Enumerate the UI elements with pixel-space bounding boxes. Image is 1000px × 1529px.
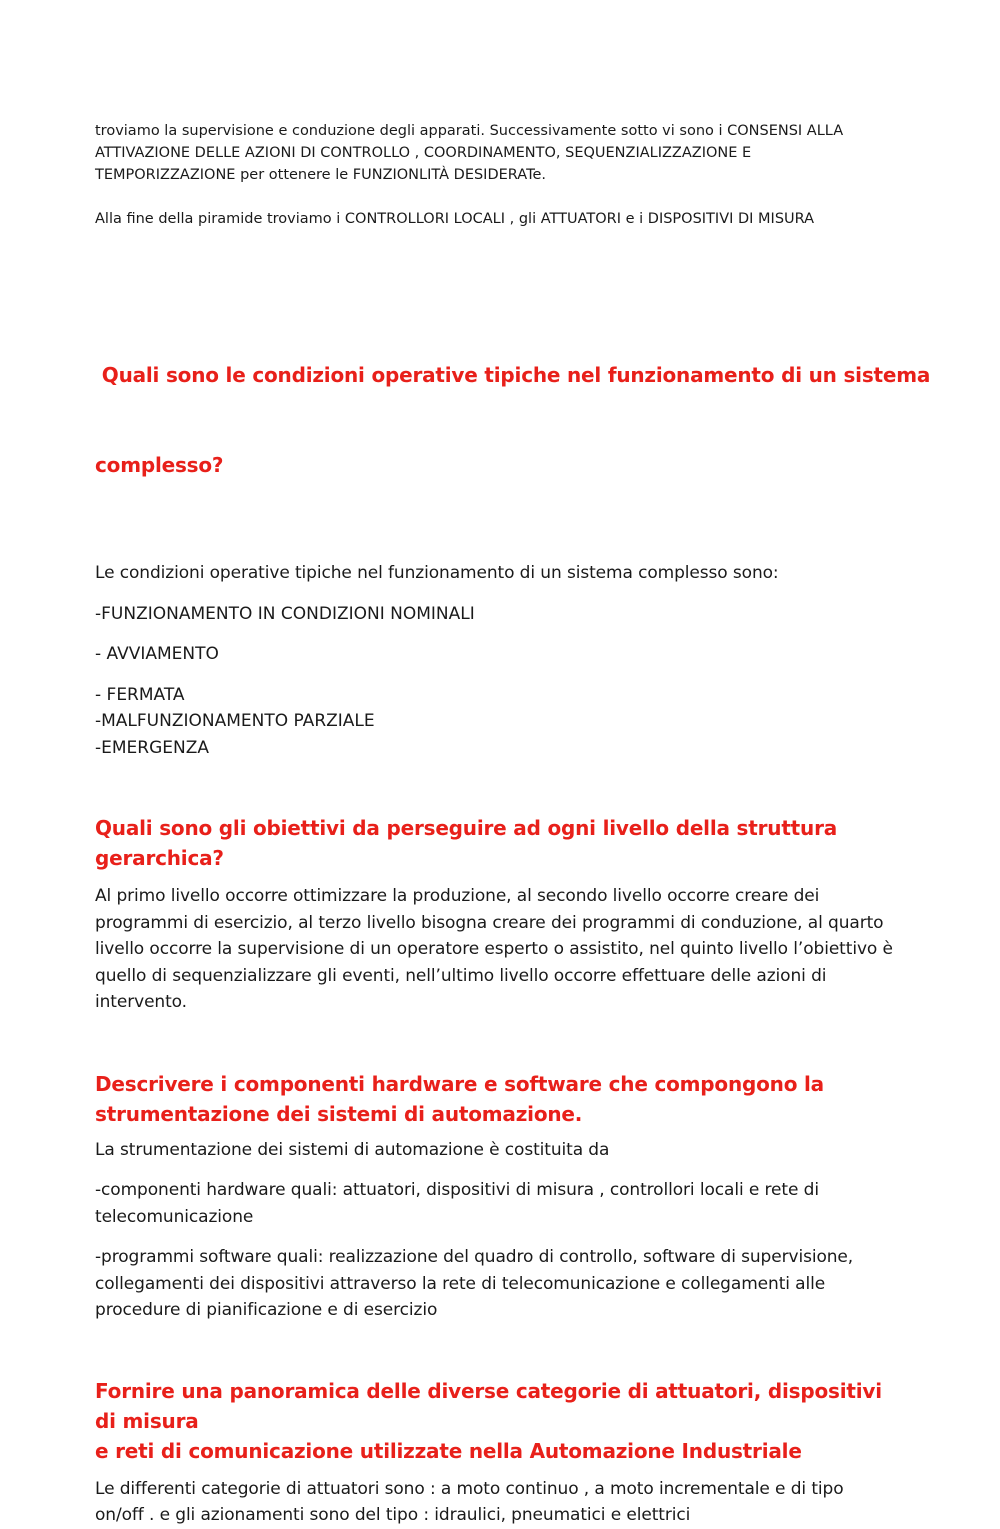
- hardware-line: telecomunicazione: [95, 1206, 254, 1227]
- intro-line: ATTIVAZIONE DELLE AZIONI DI CONTROLLO , COORDINAMENTO, SEQUENZIALIZZAZIONE E: [95, 145, 752, 161]
- body-line: on/off . e gli azionamenti sono del tipo : idraulici, pneumatici e elettrici: [95, 1505, 691, 1525]
- body-line: livello occorre la supervisione di un operatore esperto o assistito, nel quinto livello l’obiettivo è: [95, 939, 893, 959]
- heading-line: Quali sono gli obiettivi da perseguire ad ogni livello della struttura gerarchica?: [95, 816, 838, 870]
- heading-line: e reti di comunicazione utilizzate nella Automazione Industriale: [95, 1438, 802, 1463]
- heading-line: Descrivere i componenti hardware e software che compongono la: [95, 1071, 824, 1096]
- intro-line: TEMPORIZZAZIONE per ottenere le FUNZIONLITÀ DESIDERATe.: [95, 167, 546, 183]
- body-line: quello di sequenzializzare gli eventi, nell’ultimo livello occorre effettuare delle azioni di: [95, 965, 827, 986]
- body-line: intervento.: [95, 992, 187, 1012]
- list-item: - AVVIAMENTO: [95, 644, 219, 664]
- software-line: procedure di pianificazione e di esercizio: [95, 1300, 438, 1320]
- section-intro: Le condizioni operative tipiche nel funzionamento di un sistema complesso sono:: [95, 563, 779, 583]
- section-intro: La strumentazione dei sistemi di automazione è costituita da: [95, 1139, 610, 1160]
- section-heading: [95, 300, 931, 540]
- pyramid-end-text: Alla fine della piramide troviamo i CONTROLLORI LOCALI , gli ATTUATORI e i DISPOSITIVI DI MISURA: [95, 211, 815, 227]
- hardware-line: -componenti hardware quali: attuatori, dispositivi di misura , controllori locali e rete di: [95, 1180, 819, 1200]
- section-heading: [95, 813, 905, 873]
- heading-line: Quali sono le condizioni operative tipiche nel funzionamento di un sistema: [95, 363, 931, 387]
- heading-line: strumentazione dei sistemi di automazione.: [95, 1101, 583, 1126]
- software-line: collegamenti dei dispositivi attraverso la rete di telecomunicazione e collegamenti alle: [95, 1273, 826, 1294]
- heading-line: Fornire una panoramica delle diverse categorie di attuatori, dispositivi di misura: [95, 1378, 882, 1433]
- heading-line: complesso?: [95, 453, 224, 477]
- section-heading: [95, 1376, 905, 1466]
- list-item: -EMERGENZA: [95, 737, 210, 758]
- list-item: -MALFUNZIONAMENTO PARZIALE: [95, 711, 375, 731]
- body-line: Le differenti categorie di attuatori sono : a moto continuo , a moto incrementale e di tipo: [95, 1478, 844, 1499]
- list-item: -FUNZIONAMENTO IN CONDIZIONI NOMINALI: [95, 603, 475, 624]
- body-line: Al primo livello occorre ottimizzare la produzione, al secondo livello occorre creare dei: [95, 886, 820, 906]
- software-line: -programmi software quali: realizzazione del quadro di controllo, software di supervisione,: [95, 1247, 854, 1267]
- section-heading: [95, 1069, 905, 1129]
- body-line: programmi di esercizio, al terzo livello bisogna creare dei programmi di conduzione, al quarto: [95, 912, 884, 933]
- document-page: [95, 120, 931, 1529]
- list-item: - FERMATA: [95, 684, 185, 705]
- intro-line: troviamo la supervisione e conduzione degli apparati. Successivamente sotto vi sono i CONSENSI ALLA: [95, 123, 844, 139]
